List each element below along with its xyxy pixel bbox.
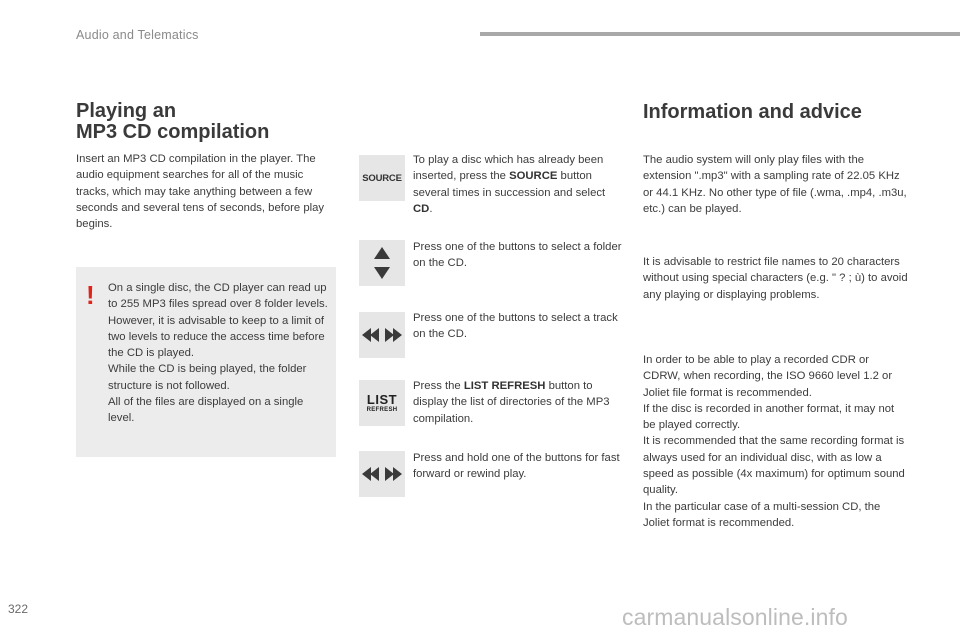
info-paragraph-3-line-3: It is recommended that the same recording format is always used for an individual disc, with as low a speed as possible (4x maximum) for optimum sound quality. xyxy=(643,435,905,497)
fast-forward-description: Press and hold one of the buttons for fast forward or rewind play. xyxy=(413,452,620,481)
list-icon-label: LIST xyxy=(366,391,398,407)
warning-text xyxy=(108,280,330,427)
track-select-description: Press one of the buttons to select a track on the CD. xyxy=(413,312,618,341)
info-paragraph-3-line-4: In the particular case of a multi-session CD, the Joliet format is recommended. xyxy=(643,500,881,529)
info-paragraph-3 xyxy=(643,352,908,531)
info-paragraph-1: The audio system will only play files with the extension ".mp3" with a sampling rate of 22.05 KHz or 44.1 KHz. No other type of file (.wma, .mp4, .m3u, etc.) can be played. xyxy=(643,154,907,215)
source-keyword: SOURCE xyxy=(509,170,558,183)
source-button-icon xyxy=(359,155,405,201)
source-description: To play a disc which has already been inserted, press the SOURCE button several times in succession and select CD. xyxy=(413,154,606,215)
seek-arrows-icon xyxy=(359,312,405,358)
cd-keyword: CD xyxy=(413,202,430,215)
seek-arrows-glyph xyxy=(362,327,402,343)
warning-line-3: All of the files are displayed on a single level. xyxy=(108,396,304,425)
source-icon-label: SOURCE xyxy=(362,172,402,184)
page-number: 322 xyxy=(8,602,29,616)
list-refresh-icon xyxy=(359,380,405,426)
warning-line-1: On a single disc, the CD player can read up to 255 MP3 files spread over 8 folder levels. However, it is advisable to keep to a limit of two levels to reduce the access time before the CD is played. xyxy=(108,282,328,360)
fast-forward-rewind-glyph xyxy=(362,466,402,482)
folder-select-description: Press one of the buttons to select a folder on the CD. xyxy=(413,241,622,270)
up-down-arrows-icon xyxy=(359,240,405,286)
intro-paragraph: Insert an MP3 CD compilation in the player. The audio equipment searches for all of the music tracks, which may take anything between a few seconds and several tens of seconds, before play begins. xyxy=(76,153,325,231)
header-bar xyxy=(480,32,960,36)
left-title-line-2: MP3 CD compilation xyxy=(76,121,270,143)
list-refresh-description: Press the LIST REFRESH button to display the list of directories of the MP3 compilation. xyxy=(413,380,610,425)
info-paragraph-2: It is advisable to restrict file names to 20 characters without using special characters (e.g. " ? ; ù) to avoid any playing or displaying problems. xyxy=(643,256,908,301)
left-title-line-1: Playing an xyxy=(76,100,177,122)
section-title: Audio and Telematics xyxy=(76,28,199,42)
warning-icon: ! xyxy=(86,280,95,310)
up-down-arrows-glyph xyxy=(372,245,392,281)
list-refresh-keyword: LIST REFRESH xyxy=(463,380,546,392)
warning-line-2: While the CD is being played, the folder structure is not followed. xyxy=(108,363,307,392)
right-section-title: Information and advice xyxy=(643,101,862,123)
info-paragraph-3-line-2: If the disc is recorded in another format, it may not be played correctly. xyxy=(643,402,895,432)
info-paragraph-3-line-1: In order to be able to play a recorded CDR or CDRW, when recording, the ISO 9660 level 1.2 or Joliet file format is recommended. xyxy=(643,354,893,399)
fast-forward-rewind-icon xyxy=(359,451,405,497)
watermark: carmanualsonline.info xyxy=(622,604,848,630)
refresh-icon-label: REFRESH xyxy=(366,406,398,413)
left-section-title xyxy=(76,101,269,143)
